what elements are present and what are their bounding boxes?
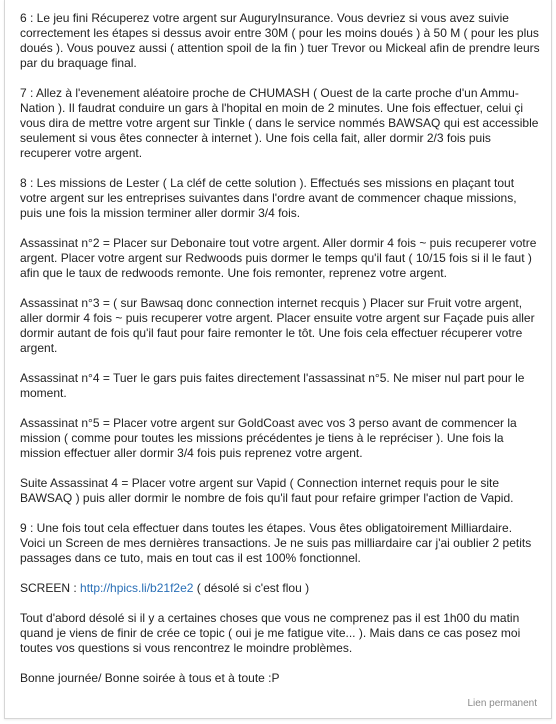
permalink-link[interactable]: Lien permanent (467, 698, 537, 709)
paragraph-greeting: Bonne journée/ Bonne soirée à tous et à toute :P (20, 671, 280, 685)
paragraph-assassinat-3: Assassinat n°3 = ( sur Bawsaq donc connection internet recquis ) Placer sur Fruit votre argent, aller dormir 4 fois ~ puis recuperer votre argent. Placer ensuite votre argent sur Façade puis aller dormir autant de fois qu'il faut pour faire remonter le tôt. Une fois cela effectuer récuperer votre argent. (20, 296, 535, 355)
screen-prefix: SCREEN : (20, 581, 81, 595)
forum-post (4, 0, 552, 719)
screen-suffix: ( désolé si c'est flou ) (193, 581, 310, 595)
paragraph-apology: Tout d'abord désolé si il y a certaines choses que vous ne comprenez pas il est 1h00 du matin quand je viens de finir de crée ce topic ( oui je me fatigue vite... ). Mais dans ce cas posez moi toutes vos questions si vous rencontrez le moindre problèmes. (20, 611, 521, 655)
paragraph-suite-assassinat-4: Suite Assassinat 4 = Placer votre argent sur Vapid ( Connection internet requis pour le site BAWSAQ ) puis aller dormir le nombre de fois qu'il faut pour refaire grimper l'action de Vapid. (20, 476, 514, 505)
paragraph-assassinat-2: Assassinat n°2 = Placer sur Debonaire tout votre argent. Aller dormir 4 fois ~ puis recuperer votre argent. Placer votre argent sur Redwoods puis dormer le temps qu'il faut ( 10/15 fois si il le faut ) afin que le taux de redwoods remonte. Une fois remonter, reprenez votre argent. (20, 236, 537, 280)
screen-link[interactable]: http://hpics.li/b21f2e2 (80, 581, 194, 595)
paragraph-assassinat-4: Assassinat n°4 = Tuer le gars puis faites directement l'assassinat n°5. Ne miser nul part pour le moment. (20, 371, 525, 400)
paragraph-step-9: 9 : Une fois tout cela effectuer dans toutes les étapes. Vous êtes obligatoirement Milliardaire. Voici un Screen de mes dernières transactions. Je ne suis pas milliardaire car j'ai oublier 2 petits passages dans ce tuto, mais en tout cas il est 100% fonctionnel. (20, 521, 532, 565)
post-body (20, 11, 540, 701)
paragraph-assassinat-5: Assassinat n°5 = Placer votre argent sur GoldCoast avec vos 3 perso avant de commencer la mission ( comme pour toutes les missions précédentes je tiens à le repréciser ). Une fois la mission effectuer aller dormir 3/4 fois puis reprenez votre argent. (20, 416, 517, 460)
paragraph-step-7: 7 : Allez à l'evenement aléatoire proche de CHUMASH ( Ouest de la carte proche d'un Ammu-Nation ). Il faudrat conduire un gars à l'hopital en moin de 2 minutes. Une fois effectuer, celui çi vous dira de mettre votre argent sur Tinkle ( dans le service nommés BAWSAQ qui est accessible seulement si vous êtes connecter à internet ). Une fois cella fait, aller dormir 2/3 fois puis recuperer votre argent. (20, 86, 539, 160)
paragraph-screen (20, 581, 540, 596)
paragraph-step-6: 6 : Le jeu fini Récuperez votre argent sur AuguryInsurance. Vous devriez si vous avez suivie correctement les étapes si dessus avoir entre 30M ( pour les moins doués ) à 50 M ( pour les plus doués ). Vous pouvez aussi ( attention spoil de la fin ) tuer Trevor ou Mickeal afin de prendre leurs par du braquage final. (20, 11, 540, 70)
paragraph-step-8: 8 : Les missions de Lester ( La cléf de cette solution ). Effectués ses missions en plaçant tout votre argent sur les entreprises suivantes dans l'ordre avant de commencer chaque missions, puis une fois la mission terminer aller dormir 3/4 fois. (20, 176, 517, 220)
